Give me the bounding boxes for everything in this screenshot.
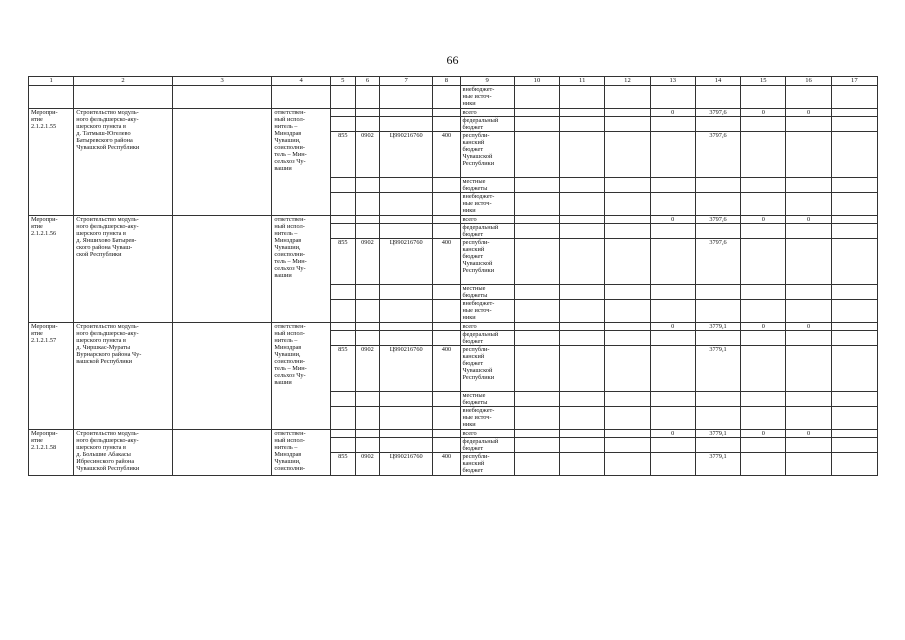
empty-cell bbox=[433, 392, 460, 407]
empty-cell bbox=[650, 285, 695, 300]
empty-cell bbox=[650, 407, 695, 430]
empty-cell bbox=[355, 300, 379, 323]
funding-source-cell: внебюджет- ные источ- ники bbox=[460, 407, 514, 430]
empty-cell bbox=[514, 300, 559, 323]
empty-cell bbox=[831, 216, 877, 224]
empty-cell bbox=[741, 346, 786, 392]
amount-col13: 0 bbox=[650, 323, 695, 331]
empty-cell bbox=[272, 86, 330, 109]
empty-cell bbox=[380, 438, 433, 453]
column-number-header: 9 bbox=[460, 77, 514, 86]
empty-cell bbox=[831, 392, 877, 407]
empty-cell bbox=[786, 224, 831, 239]
empty-cell bbox=[605, 132, 650, 178]
empty-cell bbox=[560, 86, 605, 109]
empty-cell bbox=[650, 224, 695, 239]
empty-cell bbox=[355, 117, 379, 132]
empty-cell bbox=[741, 392, 786, 407]
target-item-code: Ц990216760 bbox=[380, 239, 433, 285]
empty-cell bbox=[433, 224, 460, 239]
empty-cell bbox=[560, 285, 605, 300]
empty-cell bbox=[355, 224, 379, 239]
empty-cell bbox=[786, 331, 831, 346]
empty-cell bbox=[560, 109, 605, 117]
empty-cell bbox=[605, 117, 650, 132]
column-number-header: 17 bbox=[831, 77, 877, 86]
column-number-header: 10 bbox=[514, 77, 559, 86]
empty-cell bbox=[831, 285, 877, 300]
empty-cell bbox=[355, 323, 379, 331]
executor-cell: ответствен- ный испол- нитель – Минздрав Чувашии, соисполни- тель – Мин- сельхоз Чу- вашии bbox=[272, 109, 330, 216]
empty-cell bbox=[330, 109, 355, 117]
amount-col14: 3797,6 bbox=[695, 239, 740, 285]
amount-col14: 3779,1 bbox=[695, 346, 740, 392]
empty-cell bbox=[786, 392, 831, 407]
empty-cell bbox=[560, 392, 605, 407]
empty-cell bbox=[172, 216, 272, 323]
target-item-code: Ц990216760 bbox=[380, 453, 433, 476]
empty-cell bbox=[695, 407, 740, 430]
empty-cell bbox=[514, 331, 559, 346]
expense-type-code: 400 bbox=[433, 453, 460, 476]
funding-source-cell: всего bbox=[460, 216, 514, 224]
empty-cell bbox=[831, 132, 877, 178]
empty-cell bbox=[172, 109, 272, 216]
empty-cell bbox=[514, 86, 559, 109]
column-number-header: 11 bbox=[560, 77, 605, 86]
empty-cell bbox=[650, 392, 695, 407]
empty-cell bbox=[786, 438, 831, 453]
amount-col16: 0 bbox=[786, 323, 831, 331]
amount-col14: 3779,1 bbox=[695, 453, 740, 476]
measure-label: Меропри- ятие 2.1.2.1.57 bbox=[29, 323, 74, 430]
empty-cell bbox=[355, 193, 379, 216]
empty-cell bbox=[380, 178, 433, 193]
executor-cell: ответствен- ный испол- нитель – Минздрав Чувашии, соисполни- тель – Мин- сельхоз Чу- вашии bbox=[272, 323, 330, 430]
empty-cell bbox=[514, 224, 559, 239]
empty-cell bbox=[605, 216, 650, 224]
section-code: 0902 bbox=[355, 346, 379, 392]
funding-source-cell: республи- канский бюджет bbox=[460, 453, 514, 476]
executor-cell: ответствен- ный испол- нитель – Минздрав Чувашии, соисполни- bbox=[272, 430, 330, 476]
empty-cell bbox=[330, 300, 355, 323]
empty-cell bbox=[650, 239, 695, 285]
executor-cell: ответствен- ный испол- нитель – Минздрав Чувашии, соисполни- тель – Мин- сельхоз Чу- вашии bbox=[272, 216, 330, 323]
funding-source-cell: республи- канский бюджет Чувашской Республики bbox=[460, 346, 514, 392]
empty-cell bbox=[514, 178, 559, 193]
table-row bbox=[29, 109, 878, 117]
amount-col15: 0 bbox=[741, 430, 786, 438]
table-row bbox=[29, 216, 878, 224]
empty-cell bbox=[514, 216, 559, 224]
empty-cell bbox=[741, 407, 786, 430]
empty-cell bbox=[330, 323, 355, 331]
column-number-header: 12 bbox=[605, 77, 650, 86]
funding-source-cell: всего bbox=[460, 109, 514, 117]
section-code: 0902 bbox=[355, 132, 379, 178]
empty-cell bbox=[786, 117, 831, 132]
empty-cell bbox=[514, 392, 559, 407]
measure-label: Меропри- ятие 2.1.2.1.58 bbox=[29, 430, 74, 476]
empty-cell bbox=[560, 300, 605, 323]
empty-cell bbox=[433, 117, 460, 132]
empty-cell bbox=[605, 285, 650, 300]
empty-cell bbox=[355, 109, 379, 117]
empty-cell bbox=[605, 407, 650, 430]
empty-cell bbox=[741, 239, 786, 285]
funding-source-cell: федеральный бюджет bbox=[460, 331, 514, 346]
page-number: 66 bbox=[446, 53, 459, 67]
measure-name: Строительство модуль- ного фельдшерско-аку- шерского пункта в д. Яншихово Батырев- ского района Чуваш- ской Республики bbox=[74, 216, 173, 323]
funding-source-cell: всего bbox=[460, 430, 514, 438]
empty-cell bbox=[433, 285, 460, 300]
target-item-code: Ц990216760 bbox=[380, 346, 433, 392]
empty-cell bbox=[786, 346, 831, 392]
empty-cell bbox=[330, 216, 355, 224]
empty-cell bbox=[355, 178, 379, 193]
empty-cell bbox=[695, 331, 740, 346]
empty-cell bbox=[355, 285, 379, 300]
empty-cell bbox=[514, 193, 559, 216]
empty-cell bbox=[433, 407, 460, 430]
amount-col16: 0 bbox=[786, 216, 831, 224]
empty-cell bbox=[355, 392, 379, 407]
empty-cell bbox=[786, 178, 831, 193]
empty-cell bbox=[650, 117, 695, 132]
empty-cell bbox=[560, 193, 605, 216]
empty-cell bbox=[172, 323, 272, 430]
empty-cell bbox=[831, 178, 877, 193]
measures-table bbox=[28, 76, 878, 476]
empty-cell bbox=[741, 438, 786, 453]
funding-source-cell: местные бюджеты bbox=[460, 285, 514, 300]
empty-cell bbox=[433, 109, 460, 117]
empty-cell bbox=[560, 407, 605, 430]
measure-label: Меропри- ятие 2.1.2.1.56 bbox=[29, 216, 74, 323]
column-number-header: 3 bbox=[172, 77, 272, 86]
amount-col16: 0 bbox=[786, 109, 831, 117]
empty-cell bbox=[433, 178, 460, 193]
target-item-code: Ц990216760 bbox=[380, 132, 433, 178]
funding-source-cell: республи- канский бюджет Чувашской Республики bbox=[460, 239, 514, 285]
empty-cell bbox=[433, 323, 460, 331]
funding-source-cell: внебюджет- ные источ- ники bbox=[460, 300, 514, 323]
empty-cell bbox=[831, 430, 877, 438]
empty-cell bbox=[380, 216, 433, 224]
column-number-header: 1 bbox=[29, 77, 74, 86]
empty-cell bbox=[514, 109, 559, 117]
measure-name: Строительство модуль- ного фельдшерско-аку- шерского пункта в д. Большие Абакасы Ибресинского района Чувашской Республики bbox=[74, 430, 173, 476]
expense-type-code: 400 bbox=[433, 239, 460, 285]
empty-cell bbox=[605, 346, 650, 392]
empty-cell bbox=[650, 86, 695, 109]
empty-cell bbox=[380, 392, 433, 407]
empty-cell bbox=[560, 117, 605, 132]
empty-cell bbox=[695, 438, 740, 453]
empty-cell bbox=[741, 453, 786, 476]
amount-col13: 0 bbox=[650, 109, 695, 117]
empty-cell bbox=[831, 239, 877, 285]
empty-cell bbox=[650, 346, 695, 392]
empty-cell bbox=[741, 285, 786, 300]
table-row bbox=[29, 430, 878, 438]
empty-cell bbox=[355, 438, 379, 453]
empty-cell bbox=[650, 300, 695, 323]
empty-cell bbox=[650, 193, 695, 216]
empty-cell bbox=[650, 132, 695, 178]
empty-cell bbox=[605, 239, 650, 285]
funding-source-cell: всего bbox=[460, 323, 514, 331]
empty-cell bbox=[831, 117, 877, 132]
amount-col14: 3779,1 bbox=[695, 323, 740, 331]
empty-cell bbox=[786, 193, 831, 216]
empty-cell bbox=[605, 86, 650, 109]
empty-cell bbox=[695, 224, 740, 239]
column-number-header: 5 bbox=[330, 77, 355, 86]
empty-cell bbox=[605, 331, 650, 346]
empty-cell bbox=[514, 132, 559, 178]
amount-col14: 3797,6 bbox=[695, 132, 740, 178]
empty-cell bbox=[514, 430, 559, 438]
empty-cell bbox=[650, 178, 695, 193]
empty-cell bbox=[650, 331, 695, 346]
empty-cell bbox=[330, 438, 355, 453]
empty-cell bbox=[380, 109, 433, 117]
column-number-header: 6 bbox=[355, 77, 379, 86]
empty-cell bbox=[560, 178, 605, 193]
empty-cell bbox=[786, 453, 831, 476]
empty-cell bbox=[433, 331, 460, 346]
empty-cell bbox=[433, 438, 460, 453]
funding-source-cell: местные бюджеты bbox=[460, 392, 514, 407]
column-number-header: 16 bbox=[786, 77, 831, 86]
empty-cell bbox=[514, 323, 559, 331]
amount-col15: 0 bbox=[741, 323, 786, 331]
empty-cell bbox=[380, 300, 433, 323]
column-number-header: 8 bbox=[433, 77, 460, 86]
empty-cell bbox=[786, 285, 831, 300]
empty-cell bbox=[831, 331, 877, 346]
column-number-header: 15 bbox=[741, 77, 786, 86]
empty-cell bbox=[514, 407, 559, 430]
empty-cell bbox=[831, 438, 877, 453]
empty-cell bbox=[380, 407, 433, 430]
empty-cell bbox=[741, 193, 786, 216]
measure-label: Меропри- ятие 2.1.2.1.55 bbox=[29, 109, 74, 216]
amount-col14: 3779,1 bbox=[695, 430, 740, 438]
empty-cell bbox=[380, 331, 433, 346]
empty-cell bbox=[330, 224, 355, 239]
empty-cell bbox=[831, 193, 877, 216]
empty-cell bbox=[560, 216, 605, 224]
empty-cell bbox=[605, 438, 650, 453]
empty-cell bbox=[380, 117, 433, 132]
empty-cell bbox=[433, 216, 460, 224]
table-row bbox=[29, 323, 878, 331]
section-code: 0902 bbox=[355, 453, 379, 476]
empty-cell bbox=[560, 430, 605, 438]
empty-cell bbox=[831, 453, 877, 476]
empty-cell bbox=[831, 86, 877, 109]
empty-cell bbox=[786, 300, 831, 323]
column-number-header: 14 bbox=[695, 77, 740, 86]
empty-cell bbox=[786, 132, 831, 178]
empty-cell bbox=[695, 117, 740, 132]
amount-col13: 0 bbox=[650, 216, 695, 224]
empty-cell bbox=[355, 86, 379, 109]
empty-cell bbox=[605, 392, 650, 407]
amount-col16: 0 bbox=[786, 430, 831, 438]
empty-cell bbox=[74, 86, 173, 109]
empty-cell bbox=[831, 407, 877, 430]
column-number-header: 7 bbox=[380, 77, 433, 86]
empty-cell bbox=[605, 323, 650, 331]
empty-cell bbox=[560, 239, 605, 285]
empty-cell bbox=[695, 178, 740, 193]
empty-cell bbox=[741, 86, 786, 109]
empty-cell bbox=[355, 407, 379, 430]
empty-cell bbox=[605, 224, 650, 239]
funding-source-cell: внебюджет- ные источ- ники bbox=[460, 86, 514, 109]
amount-col14: 3797,6 bbox=[695, 216, 740, 224]
empty-cell bbox=[433, 300, 460, 323]
empty-cell bbox=[695, 285, 740, 300]
empty-cell bbox=[831, 109, 877, 117]
empty-cell bbox=[650, 438, 695, 453]
grbs-code: 855 bbox=[330, 453, 355, 476]
empty-cell bbox=[514, 346, 559, 392]
empty-cell bbox=[786, 239, 831, 285]
column-number-header: 4 bbox=[272, 77, 330, 86]
empty-cell bbox=[514, 117, 559, 132]
funding-source-cell: местные бюджеты bbox=[460, 178, 514, 193]
empty-cell bbox=[741, 132, 786, 178]
measure-name: Строительство модуль- ного фельдшерско-аку- шерского пункта в д. Татмыш-Югелево Батыревского района Чувашской Республики bbox=[74, 109, 173, 216]
amount-col14: 3797,6 bbox=[695, 109, 740, 117]
empty-cell bbox=[741, 117, 786, 132]
empty-cell bbox=[330, 392, 355, 407]
empty-cell bbox=[330, 178, 355, 193]
empty-cell bbox=[433, 86, 460, 109]
section-code: 0902 bbox=[355, 239, 379, 285]
empty-cell bbox=[741, 331, 786, 346]
empty-cell bbox=[650, 453, 695, 476]
funding-source-cell: федеральный бюджет bbox=[460, 438, 514, 453]
empty-cell bbox=[695, 86, 740, 109]
empty-cell bbox=[514, 239, 559, 285]
empty-cell bbox=[741, 300, 786, 323]
empty-cell bbox=[560, 224, 605, 239]
empty-cell bbox=[695, 193, 740, 216]
empty-cell bbox=[831, 323, 877, 331]
amount-col13: 0 bbox=[650, 430, 695, 438]
empty-cell bbox=[831, 300, 877, 323]
empty-cell bbox=[605, 178, 650, 193]
column-number-row bbox=[29, 77, 878, 86]
measure-name: Строительство модуль- ного фельдшерско-аку- шерского пункта в д. Чиршкас-Мураты Вурнарского района Чу- вашской Республики bbox=[74, 323, 173, 430]
grbs-code: 855 bbox=[330, 239, 355, 285]
funding-source-cell: внебюджет- ные источ- ники bbox=[460, 193, 514, 216]
empty-cell bbox=[605, 193, 650, 216]
empty-cell bbox=[514, 438, 559, 453]
empty-cell bbox=[29, 86, 74, 109]
empty-cell bbox=[355, 331, 379, 346]
expense-type-code: 400 bbox=[433, 346, 460, 392]
carryover-row bbox=[29, 86, 878, 109]
amount-col15: 0 bbox=[741, 216, 786, 224]
empty-cell bbox=[330, 331, 355, 346]
empty-cell bbox=[560, 132, 605, 178]
empty-cell bbox=[355, 216, 379, 224]
empty-cell bbox=[831, 224, 877, 239]
empty-cell bbox=[355, 430, 379, 438]
empty-cell bbox=[514, 453, 559, 476]
empty-cell bbox=[605, 430, 650, 438]
empty-cell bbox=[695, 300, 740, 323]
expense-type-code: 400 bbox=[433, 132, 460, 178]
empty-cell bbox=[380, 224, 433, 239]
empty-cell bbox=[380, 86, 433, 109]
empty-cell bbox=[560, 346, 605, 392]
grbs-code: 855 bbox=[330, 346, 355, 392]
empty-cell bbox=[786, 407, 831, 430]
column-number-header: 2 bbox=[74, 77, 173, 86]
column-number-header: 13 bbox=[650, 77, 695, 86]
grbs-code: 855 bbox=[330, 132, 355, 178]
empty-cell bbox=[560, 331, 605, 346]
empty-cell bbox=[172, 430, 272, 476]
empty-cell bbox=[330, 117, 355, 132]
empty-cell bbox=[786, 86, 831, 109]
empty-cell bbox=[380, 430, 433, 438]
empty-cell bbox=[330, 285, 355, 300]
empty-cell bbox=[741, 178, 786, 193]
empty-cell bbox=[330, 407, 355, 430]
empty-cell bbox=[433, 193, 460, 216]
empty-cell bbox=[605, 109, 650, 117]
empty-cell bbox=[380, 193, 433, 216]
empty-cell bbox=[605, 453, 650, 476]
empty-cell bbox=[330, 193, 355, 216]
empty-cell bbox=[695, 392, 740, 407]
empty-cell bbox=[380, 323, 433, 331]
empty-cell bbox=[605, 300, 650, 323]
funding-source-cell: республи- канский бюджет Чувашской Республики bbox=[460, 132, 514, 178]
empty-cell bbox=[741, 224, 786, 239]
empty-cell bbox=[433, 430, 460, 438]
empty-cell bbox=[330, 430, 355, 438]
empty-cell bbox=[560, 438, 605, 453]
amount-col15: 0 bbox=[741, 109, 786, 117]
empty-cell bbox=[380, 285, 433, 300]
funding-source-cell: федеральный бюджет bbox=[460, 117, 514, 132]
funding-source-cell: федеральный бюджет bbox=[460, 224, 514, 239]
empty-cell bbox=[172, 86, 272, 109]
empty-cell bbox=[560, 453, 605, 476]
empty-cell bbox=[514, 285, 559, 300]
empty-cell bbox=[330, 86, 355, 109]
empty-cell bbox=[831, 346, 877, 392]
empty-cell bbox=[560, 323, 605, 331]
